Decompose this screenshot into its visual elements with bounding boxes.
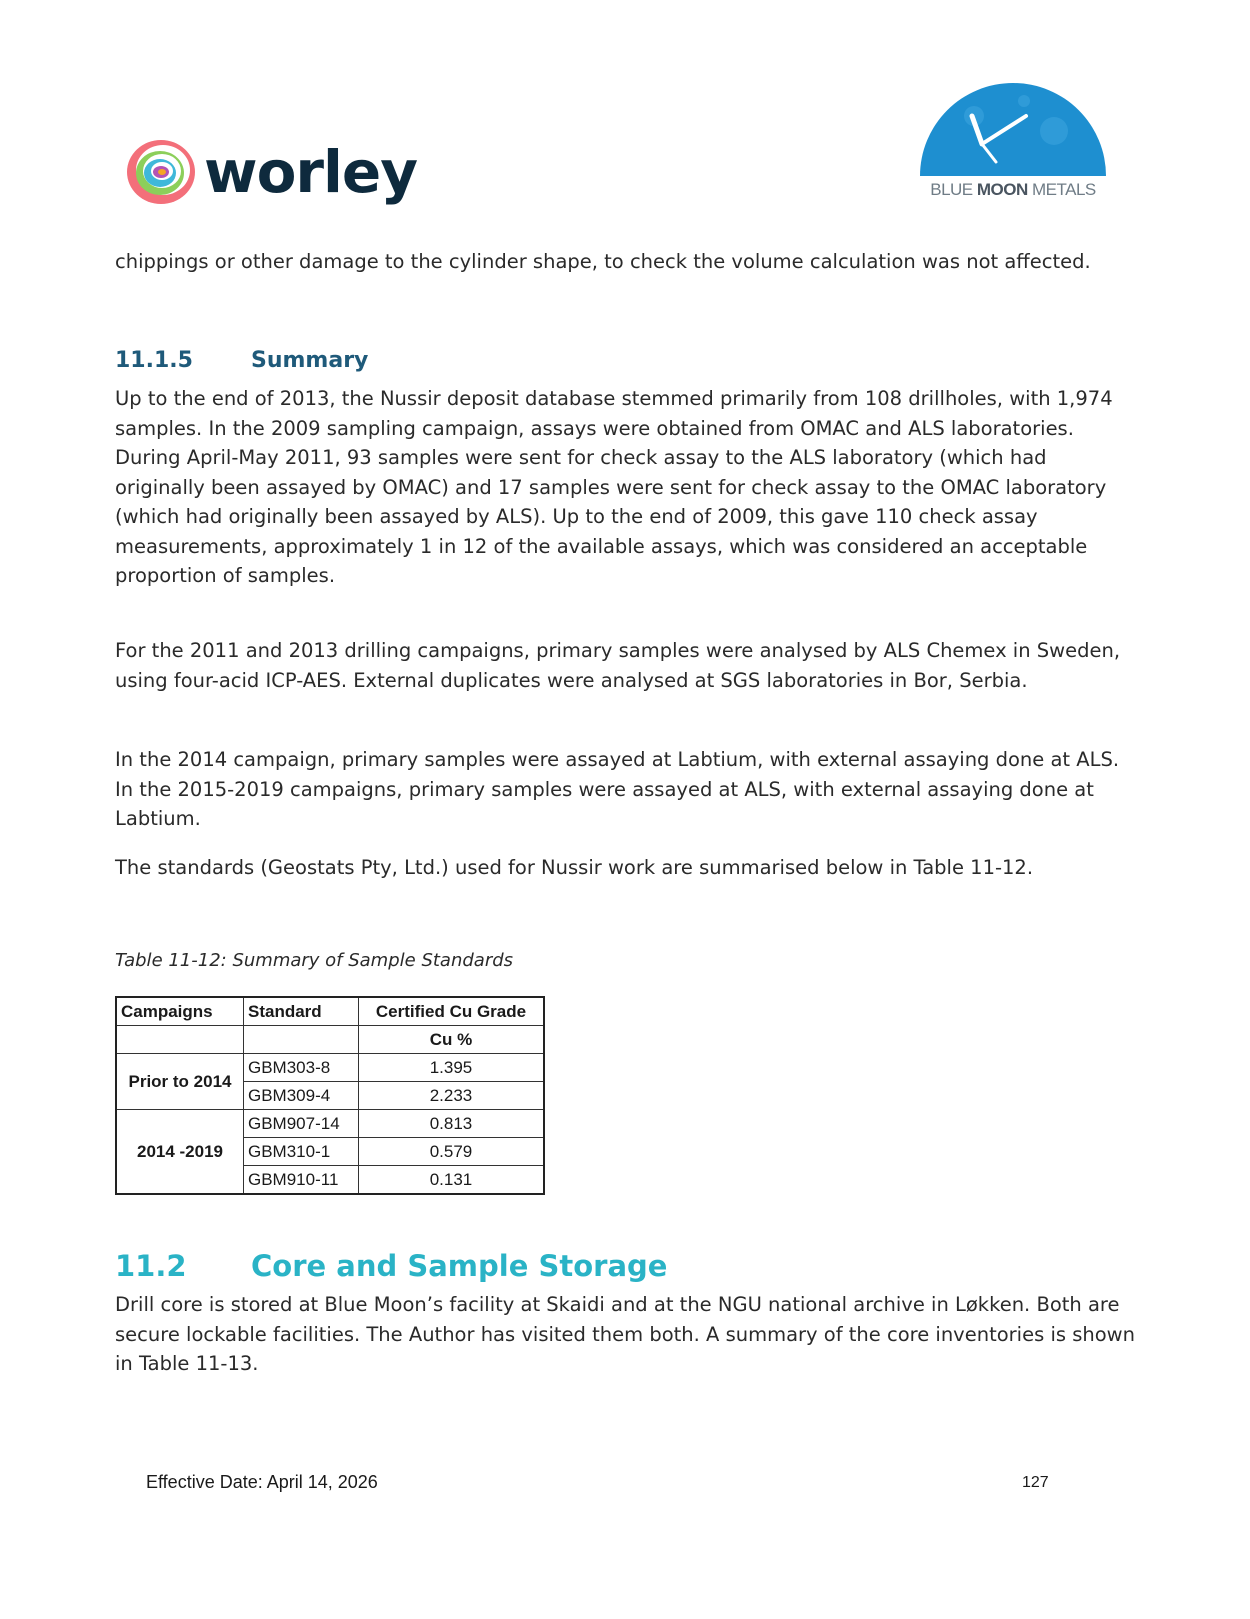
grade-cell: 0.131 — [359, 1166, 545, 1195]
storage-paragraph: Drill core is stored at Blue Moon’s facility at Skaidi and at the NGU national archive in Løkken. Both are secure lockable facilities. The Author has visited them both. A summary of the core inventories is shown in Table 11-13. — [115, 1293, 1135, 1375]
summary-paragraph-1: Up to the end of 2013, the Nussir deposit database stemmed primarily from 108 drillholes, with 1,974 samples. In the 2009 sampling campaign, assays were obtained from OMAC and ALS laboratories. During April-May 2011, 93 samples were sent for check assay to the ALS laboratory (which had originally been assayed by OMAC) and 17 samples were sent for check assay to the OMAC laboratory (which had originally been assayed by ALS). Up to the end of 2009, this gave 110 check assay measurements, approximately 1 in 12 of the available assays, which was considered an acceptable proportion of samples. — [115, 387, 1113, 587]
table-header-cell: Standard — [244, 997, 359, 1026]
table-subheader-row — [116, 1026, 544, 1054]
summary-paragraph-4: The standards (Geostats Pty, Ltd.) used for Nussir work are summarised below in Table 11-12. — [115, 856, 1034, 879]
intro-paragraph: chippings or other damage to the cylinder shape, to check the volume calculation was not affected. — [115, 250, 1091, 273]
standard-cell: GBM309-4 — [244, 1082, 359, 1110]
table-cell — [244, 1026, 359, 1054]
standard-cell: GBM910-11 — [244, 1166, 359, 1195]
section-number: 11.2 — [115, 1249, 187, 1283]
worley-logo-text: worley — [204, 138, 418, 206]
grade-cell: 1.395 — [359, 1054, 545, 1082]
grade-cell: 0.813 — [359, 1110, 545, 1138]
grade-cell: 2.233 — [359, 1082, 545, 1110]
table-row — [116, 1054, 544, 1082]
moon-clock-icon — [914, 76, 1112, 180]
table-caption: Table 11-12: Summary of Sample Standards — [115, 950, 514, 971]
worley-swirl-icon — [124, 135, 198, 209]
worley-logo — [124, 132, 417, 212]
blue-moon-metals-logo-text: BLUE MOON METALS — [930, 180, 1096, 199]
standard-cell: GBM303-8 — [244, 1054, 359, 1082]
footer-effective-date: Effective Date: April 14, 2026 — [146, 1472, 378, 1492]
section-heading-11-1-5 — [115, 348, 368, 373]
grade-cell: 0.579 — [359, 1138, 545, 1166]
section-heading-11-2 — [115, 1249, 667, 1283]
section-title: Core and Sample Storage — [251, 1249, 668, 1283]
standard-cell: GBM310-1 — [244, 1138, 359, 1166]
summary-paragraph-3: In the 2014 campaign, primary samples were assayed at Labtium, with external assaying done at ALS. In the 2015-2019 campaigns, primary samples were assayed at ALS, with external assaying done at Labtium. — [115, 748, 1120, 830]
section-number: 11.1.5 — [115, 348, 193, 373]
table-cell — [116, 1026, 244, 1054]
summary-paragraph-2: For the 2011 and 2013 drilling campaigns, primary samples were analysed by ALS Chemex in Sweden, using four-acid ICP-AES. External duplicates were analysed at SGS laboratories in Bor, Serbia. — [115, 639, 1121, 692]
table-subheader-cell: Cu % — [359, 1026, 545, 1054]
footer-page-number: 127 — [1022, 1474, 1049, 1491]
blue-moon-metals-logo — [914, 76, 1112, 206]
campaign-cell: Prior to 2014 — [116, 1054, 244, 1110]
sample-standards-table — [115, 996, 545, 1195]
table-header-cell: Certified Cu Grade — [359, 997, 545, 1026]
table-row — [116, 1110, 544, 1138]
campaign-cell: 2014 -2019 — [116, 1110, 244, 1195]
table-header-cell: Campaigns — [116, 997, 244, 1026]
standard-cell: GBM907-14 — [244, 1110, 359, 1138]
section-title: Summary — [251, 348, 369, 373]
table-header-row — [116, 997, 544, 1026]
